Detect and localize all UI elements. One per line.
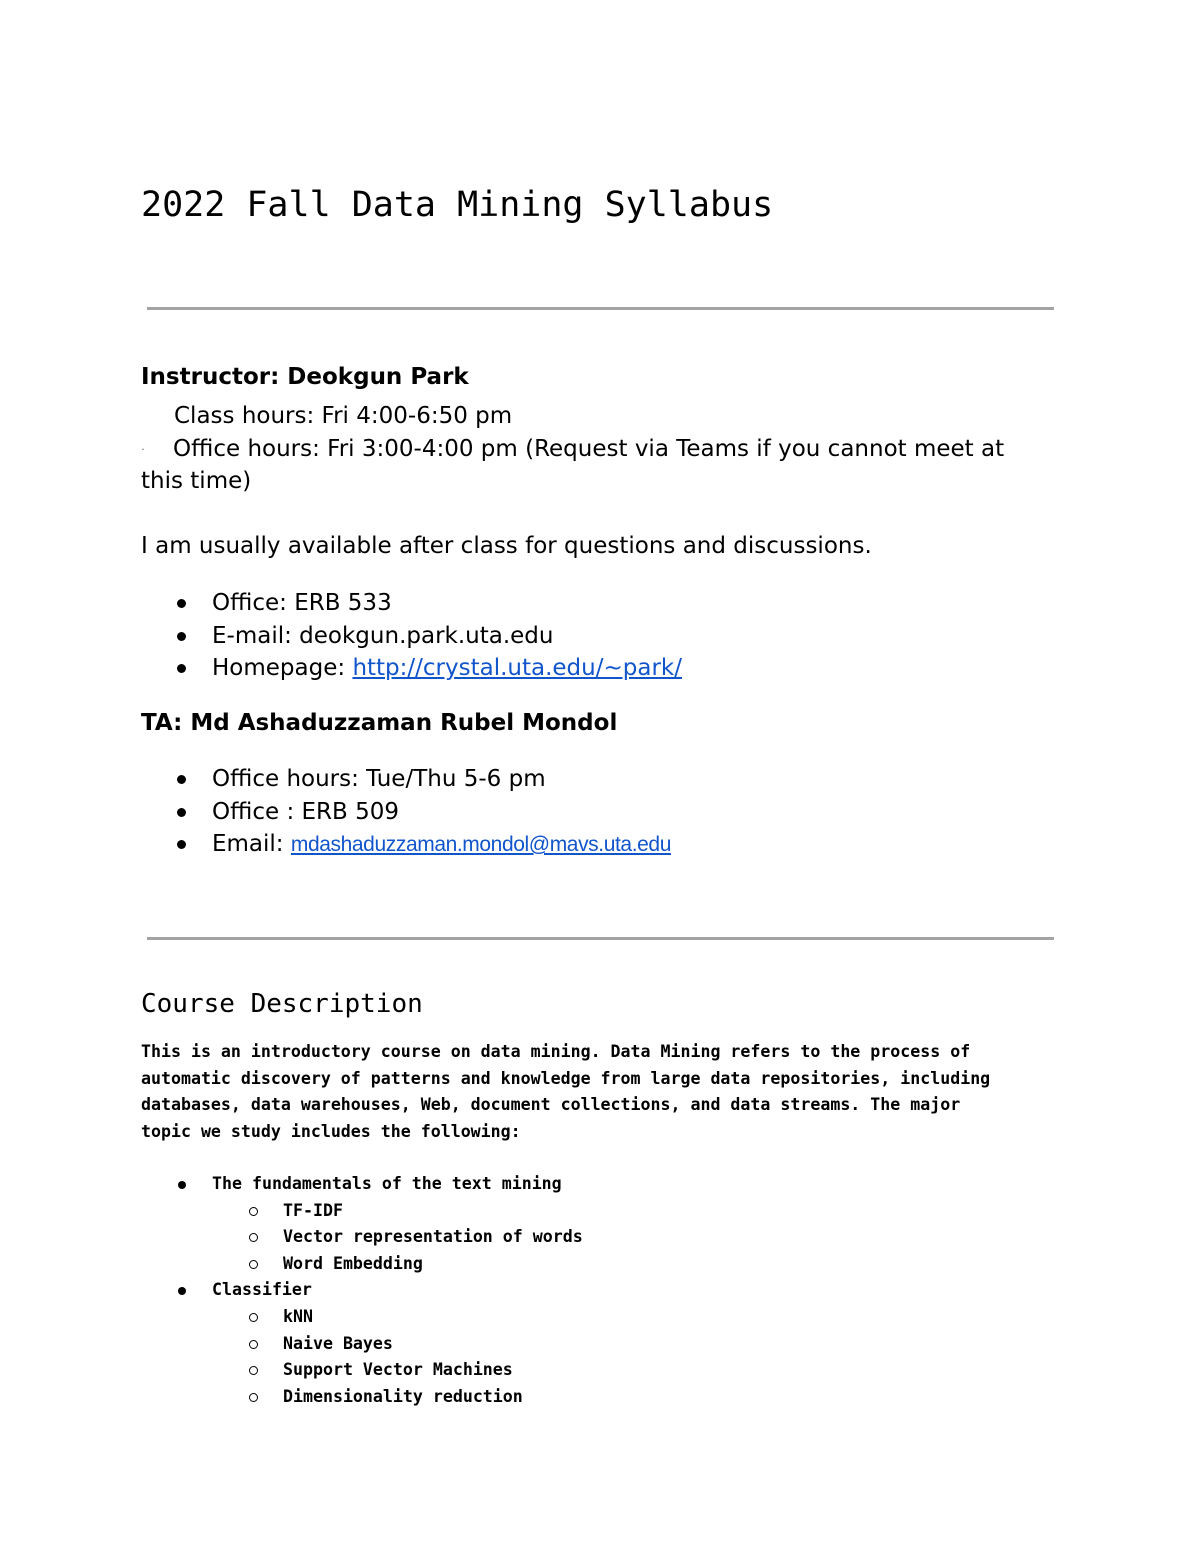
ta-contact-list [141,763,671,861]
topic-vector-representation: Vector representation of words [283,1227,583,1247]
list-item [141,587,682,620]
homepage-link[interactable]: http://crystal.uta.edu/~park/ [352,655,682,681]
paragraph-line: topic we study includes the following: [141,1121,521,1141]
ta-email-label: Email: [212,831,291,857]
list-item [141,1384,583,1411]
paragraph-line: This is an introductory course on data mining. Data Mining refers to the process of [141,1042,971,1061]
list-item [141,1304,583,1331]
page-title: 2022 Fall Data Mining Syllabus [141,185,774,225]
ta-office-hours: Office hours: Tue/Thu 5-6 pm [212,766,546,792]
list-item [141,652,682,685]
instructor-contact-list [141,587,682,685]
topic-word-embedding: Word Embedding [283,1253,423,1273]
topic-tfidf: TF-IDF [283,1200,343,1220]
hollow-bullet-icon [249,1340,258,1349]
bullet-icon [177,808,186,817]
hollow-bullet-icon [249,1233,258,1242]
topic-knn: kNN [283,1306,313,1326]
topic-dimensionality-reduction: Dimensionality reduction [283,1386,523,1406]
bullet-icon [178,1181,186,1189]
paragraph-line: automatic discovery of patterns and knowledge from large data repositories, including [141,1068,991,1088]
list-item [141,1251,583,1278]
homepage-label: Homepage: [212,655,353,681]
topic-text-mining: The fundamentals of the text mining [212,1174,562,1193]
instructor-office: Office: ERB 533 [212,590,392,616]
bullet-icon [178,1287,186,1295]
office-hours-line2: this time) [141,468,252,494]
horizontal-rule [147,307,1054,310]
instructor-heading: Instructor: Deokgun Park [141,364,469,390]
list-item [141,1357,583,1384]
list-item [141,1277,583,1304]
list-item [141,1198,583,1225]
horizontal-rule [147,937,1054,940]
list-item [141,1171,583,1198]
office-hours-bullet: · [141,442,145,456]
list-item [141,796,671,829]
hollow-bullet-icon [249,1260,258,1269]
hollow-bullet-icon [249,1313,258,1322]
ta-office: Office : ERB 509 [212,798,400,825]
hollow-bullet-icon [249,1366,258,1375]
list-item [141,1331,583,1358]
bullet-icon [177,775,186,784]
hollow-bullet-icon [249,1207,258,1216]
course-description-heading: Course Description [141,989,423,1019]
class-hours: Class hours: Fri 4:00-6:50 pm [174,403,513,429]
topic-classifier: Classifier [212,1280,312,1300]
course-description-paragraph [141,1039,1081,1145]
bullet-icon [177,840,186,849]
bullet-icon [177,664,186,673]
list-item [141,828,671,861]
bullet-icon [177,632,186,641]
bullet-icon [177,599,186,608]
list-item [141,763,671,796]
hollow-bullet-icon [249,1393,258,1402]
office-hours-line1: Office hours: Fri 3:00-4:00 pm (Request via Teams if you cannot meet at [173,436,1005,462]
instructor-email: E-mail: deokgun.park.uta.edu [212,622,554,649]
paragraph-line: databases, data warehouses, Web, document collections, and data streams. The major [141,1095,961,1115]
topic-list [141,1171,583,1410]
topic-svm: Support Vector Machines [283,1360,513,1380]
list-item [141,620,682,653]
list-item [141,1224,583,1251]
ta-email-link[interactable]: mdashaduzzaman.mondol@mavs.uta.edu [290,833,671,856]
ta-heading: TA: Md Ashaduzzaman Rubel Mondol [141,710,618,736]
topic-naive-bayes: Naive Bayes [283,1333,393,1353]
availability-text: I am usually available after class for questions and discussions. [141,533,872,559]
